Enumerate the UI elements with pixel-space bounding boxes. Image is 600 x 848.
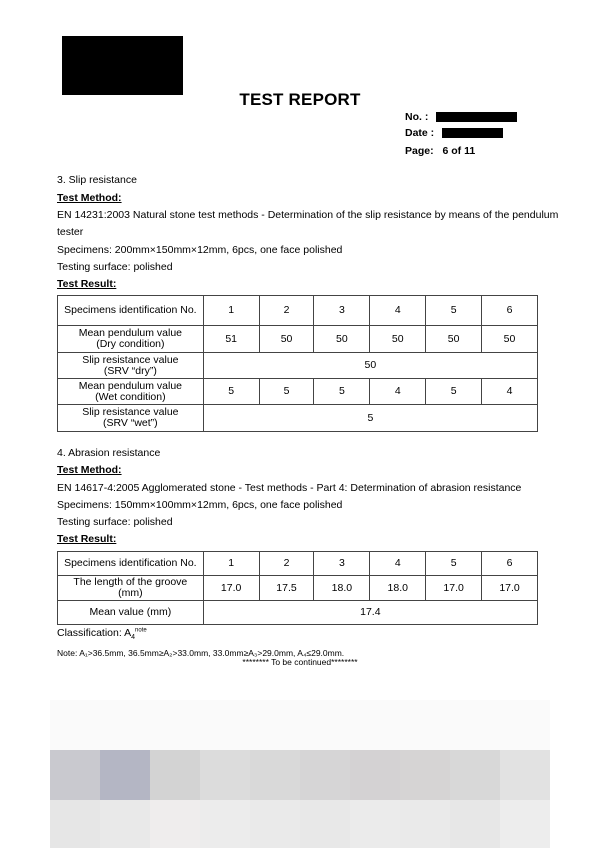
table-cell: 50 [370,326,426,353]
report-number [405,111,517,123]
table-header-cell: 3 [314,552,370,576]
table-cell: 17.4 [203,601,537,625]
slip-method-line1: EN 14231:2003 Natural stone test methods - Determination of the slip resistance by means of the pendulum [57,209,559,221]
table-header-cell: 1 [203,296,259,326]
continued-marker: ******** To be continued******** [242,657,358,667]
row-label-line: Mean pendulum value [78,379,183,392]
row-label-line: (SRV “dry”) [103,364,157,377]
table-row [58,296,538,326]
abrasion-result-label: Test Result: [57,533,117,545]
classification-superscript: note [135,627,147,634]
table-cell: 4 [482,379,538,405]
table-row [58,405,538,432]
table-cell: 50 [482,326,538,353]
table-row-label [58,379,204,405]
table-header-cell: 6 [482,552,538,576]
table-row [58,326,538,353]
table-header-cell: 2 [259,296,314,326]
page-label: Page: [405,145,434,157]
redacted-logo [62,36,183,95]
table-row-label [58,326,204,353]
table-cell: 51 [203,326,259,353]
note: Note: A₁>36.5mm, 36.5mm≥A₂>33.0mm, 33.0mm≥A₃>29.0mm, A₄≤29.0mm. [57,648,345,658]
table-row [58,552,538,576]
table-cell: 17.0 [482,576,538,601]
table-cell: 50 [314,326,370,353]
table-cell: 17.0 [203,576,259,601]
row-label-line: (Wet condition) [95,390,166,403]
table-header-cell: 2 [259,552,314,576]
table-row [58,353,538,379]
table-header-cell: 5 [426,296,482,326]
table-row [58,576,538,601]
row-label-line: (Dry condition) [96,338,165,350]
table-row [58,379,538,405]
table-row-label [58,576,204,601]
row-label-line: (SRV “wet”) [103,417,158,429]
abrasion-method-line1: EN 14617-4:2005 Agglomerated stone - Test methods - Part 4: Determination of abrasion resistance [57,482,522,494]
table-cell: 4 [370,379,426,405]
table-cell: 17.5 [259,576,314,601]
table-row-label: Mean value (mm) [58,601,204,625]
classification [57,627,147,641]
slip-surface: Testing surface: polished [57,261,173,273]
row-label-line: Mean pendulum value [78,327,183,339]
row-label-line: (mm) [118,587,143,599]
row-label-line: Slip resistance value [82,406,179,418]
report-title: TEST REPORT [239,90,361,109]
abrasion-result-table [57,551,538,625]
table-row [58,601,538,625]
redacted-date [442,128,503,138]
report-page [405,145,475,157]
table-header-cell: Specimens identification No. [58,552,204,576]
table-header-cell: 3 [314,296,370,326]
row-label-line: Slip resistance value [82,353,179,366]
table-cell: 5 [314,379,370,405]
abrasion-surface: Testing surface: polished [57,516,173,528]
table-header-cell: 4 [370,296,426,326]
slip-heading: 3. Slip resistance [57,174,137,186]
abrasion-specimens: Specimens: 150mm×100mm×12mm, 6pcs, one face polished [57,499,343,511]
abrasion-heading: 4. Abrasion resistance [57,447,161,459]
table-header-cell: 6 [482,296,538,326]
table-cell: 50 [259,326,314,353]
table-header-cell: Specimens identification No. [58,296,204,326]
table-cell: 17.0 [426,576,482,601]
abrasion-method-label: Test Method: [57,464,122,476]
table-cell: 18.0 [370,576,426,601]
classification-subscript: 4 [131,634,136,642]
table-cell: 18.0 [314,576,370,601]
slip-method-label: Test Method: [57,192,122,204]
table-header-cell: 4 [370,552,426,576]
slip-result-table [57,295,538,432]
report-date-label: Date : [405,127,435,139]
table-row-label [58,405,204,432]
classification-label: Classification: A [57,627,132,639]
page-value: 6 of 11 [442,145,476,157]
report-number-label: No. : [405,111,429,123]
table-cell: 5 [426,379,482,405]
table-cell: 50 [426,326,482,353]
table-cell: 5 [203,379,259,405]
table-cell: 5 [203,405,537,432]
report-date [405,127,503,139]
table-cell: 5 [259,379,314,405]
pixelated-footer [50,700,550,848]
redacted-number [436,112,517,122]
table-header-cell: 1 [203,552,259,576]
slip-result-label: Test Result: [57,278,117,290]
table-row-label [58,353,204,379]
row-label-line: The length of the groove [73,576,188,588]
slip-specimens: Specimens: 200mm×150mm×12mm, 6pcs, one face polished [57,244,343,256]
table-header-cell: 5 [426,552,482,576]
slip-method-line2: tester [57,226,84,238]
table-cell: 50 [203,353,537,379]
